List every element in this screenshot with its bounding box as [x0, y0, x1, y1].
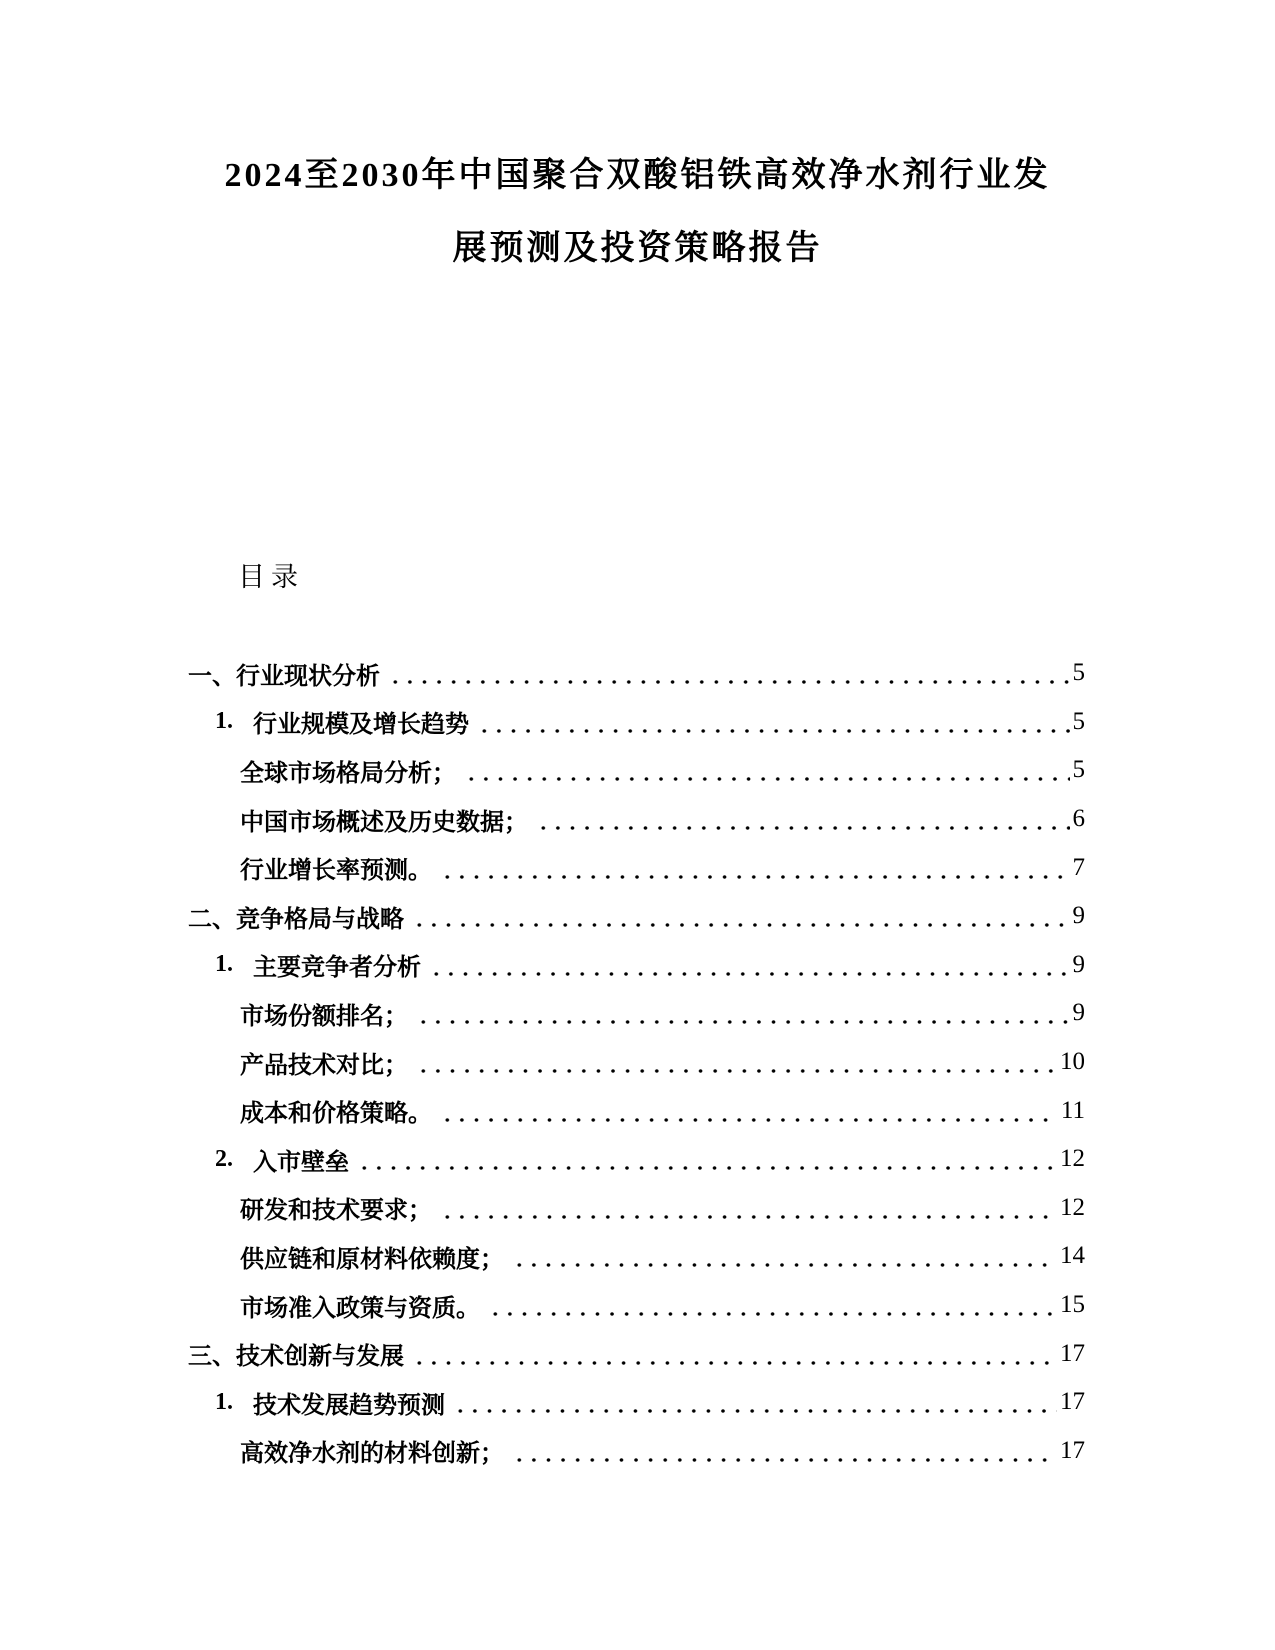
- toc-leader-dots: [512, 1427, 1057, 1476]
- toc-leader-dots: [488, 1281, 1057, 1330]
- toc-entry-page: 5: [1072, 659, 1085, 687]
- toc-entry-page: 12: [1060, 1193, 1085, 1221]
- toc-entry-page: 5: [1072, 756, 1085, 784]
- toc-list: [178, 649, 1085, 1475]
- toc-entry-number: 1.: [215, 951, 233, 978]
- toc-entry: [178, 989, 1085, 1038]
- toc-entry-text: 研发和技术要求；: [240, 1198, 432, 1225]
- toc-leader-dots: [388, 649, 1070, 698]
- toc-entry-page: 7: [1072, 853, 1085, 881]
- toc-entry-text: 主要竞争者分析: [253, 955, 421, 982]
- toc-entry-text: 市场准入政策与资质。: [240, 1295, 480, 1322]
- toc-entry-page: 9: [1072, 950, 1085, 978]
- toc-entry-text: 高效净水剂的材料创新；: [240, 1441, 504, 1468]
- toc-leader-dots: [453, 1378, 1057, 1427]
- toc-entry-page: 6: [1072, 805, 1085, 833]
- toc-entry-page: 11: [1060, 1096, 1085, 1124]
- toc-entry-page: 17: [1060, 1339, 1085, 1367]
- toc-leader-dots: [440, 1184, 1057, 1233]
- toc-entry-page: 17: [1060, 1388, 1085, 1416]
- toc-entry: [178, 843, 1085, 892]
- toc-entry-page: 12: [1060, 1145, 1085, 1173]
- toc-entry-page: 15: [1060, 1291, 1085, 1319]
- toc-entry-text: 入市壁垒: [253, 1149, 349, 1176]
- toc-entry: [178, 1281, 1085, 1330]
- toc-leader-dots: [412, 1329, 1057, 1378]
- toc-entry-number: 三、: [188, 1344, 236, 1371]
- toc-entry: [178, 1038, 1085, 1087]
- toc-leader-dots: [464, 746, 1070, 795]
- toc-entry-page: 9: [1072, 999, 1085, 1027]
- toc-entry-page: 9: [1072, 902, 1085, 930]
- toc-entry-text: 成本和价格策略。: [240, 1101, 432, 1128]
- toc-entry-text: 市场份额排名；: [240, 1003, 408, 1030]
- toc-entry-number: 一、: [188, 663, 236, 690]
- toc-entry-text: 产品技术对比；: [240, 1052, 408, 1079]
- toc-leader-dots: [429, 941, 1070, 990]
- toc-leader-dots: [412, 892, 1070, 941]
- toc-entry-number: 二、: [188, 906, 236, 933]
- toc-entry-text: 技术创新与发展: [236, 1344, 404, 1371]
- toc-entry: [178, 1329, 1085, 1378]
- toc-entry-number: 1.: [215, 1388, 233, 1415]
- toc-heading: 目录: [238, 562, 304, 592]
- toc-entry-page: 17: [1060, 1436, 1085, 1464]
- toc-leader-dots: [512, 1232, 1057, 1281]
- toc-leader-dots: [416, 989, 1070, 1038]
- toc-entry: [178, 795, 1085, 844]
- toc-leader-dots: [416, 1038, 1057, 1087]
- toc-entry: [178, 746, 1085, 795]
- toc-entry: [178, 698, 1085, 747]
- toc-entry-text: 行业现状分析: [236, 663, 380, 690]
- toc-entry-text: 行业规模及增长趋势: [253, 712, 469, 739]
- toc-entry-page: 14: [1060, 1242, 1085, 1270]
- toc-entry: [178, 1135, 1085, 1184]
- toc-entry: [178, 1378, 1085, 1427]
- toc-entry-text: 供应链和原材料依赖度；: [240, 1246, 504, 1273]
- toc-leader-dots: [440, 1086, 1058, 1135]
- report-title: [0, 0, 1275, 285]
- toc-leader-dots: [536, 795, 1070, 844]
- toc-entry-text: 全球市场格局分析；: [240, 760, 456, 787]
- toc-entry-page: 5: [1072, 707, 1085, 735]
- toc-entry: [178, 1086, 1085, 1135]
- toc-leader-dots: [440, 843, 1070, 892]
- toc-entry-text: 行业增长率预测。: [240, 858, 432, 885]
- toc-entry-text: 竞争格局与战略: [236, 906, 404, 933]
- toc-entry: [178, 892, 1085, 941]
- toc-entry-number: 2.: [215, 1145, 233, 1172]
- toc-entry: [178, 1184, 1085, 1233]
- toc-entry-text: 技术发展趋势预测: [253, 1392, 445, 1419]
- toc-entry-page: 10: [1060, 1048, 1085, 1076]
- report-title-line-2: 展预测及投资策略报告: [452, 230, 823, 267]
- toc-entry-number: 1.: [215, 708, 233, 735]
- toc-leader-dots: [477, 698, 1070, 747]
- toc-entry: [178, 941, 1085, 990]
- toc-entry: [178, 649, 1085, 698]
- toc-entry-text: 中国市场概述及历史数据；: [240, 809, 528, 836]
- toc-entry: [178, 1232, 1085, 1281]
- report-title-line-1: 2024至2030年中国聚合双酸铝铁高效净水剂行业发: [224, 157, 1051, 194]
- toc-leader-dots: [357, 1135, 1057, 1184]
- toc-entry: [178, 1427, 1085, 1476]
